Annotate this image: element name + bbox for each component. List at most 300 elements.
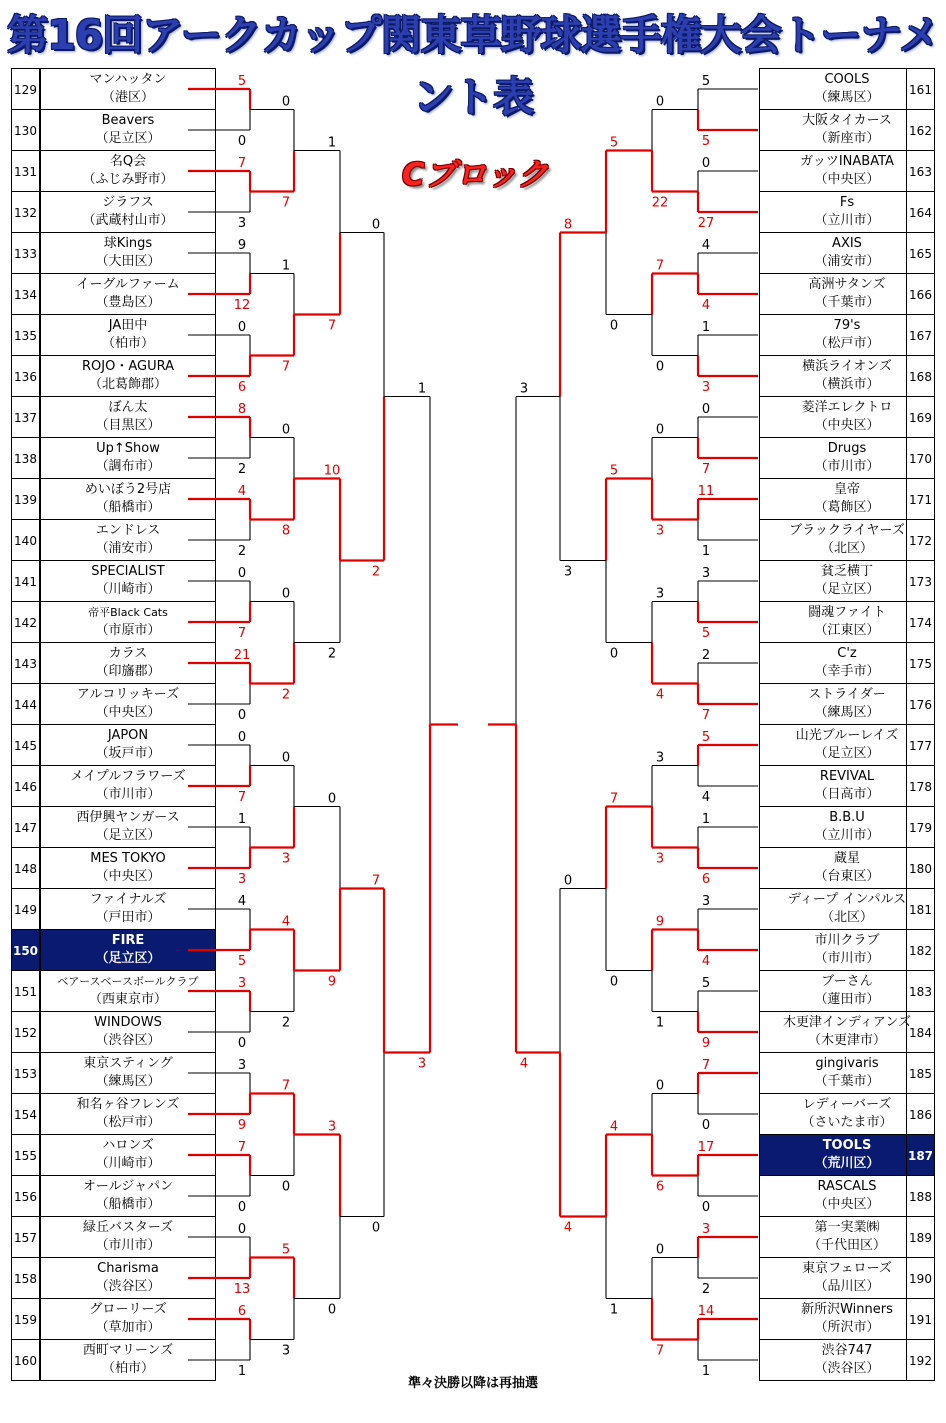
team-area: （中央区）	[95, 705, 161, 720]
score-label: 0	[655, 1078, 665, 1094]
team-area: （目黒区）	[95, 418, 161, 433]
score-label: 1	[701, 1364, 711, 1379]
score-label: 12	[233, 298, 251, 313]
team-area: （坂戸市）	[95, 746, 161, 761]
team-name: 帝平Black Cats	[88, 606, 168, 619]
score-label: 0	[701, 1200, 711, 1215]
score-label: 3	[701, 894, 711, 909]
right-seed-number: 180	[906, 847, 935, 889]
team-name: Fs	[839, 195, 855, 210]
score-label: 9	[327, 974, 337, 990]
team-name: ガッツINABATA	[800, 154, 894, 169]
left-seed-number: 141	[11, 560, 40, 602]
team-area: （市原市）	[95, 623, 161, 638]
right-seed-number: 191	[906, 1298, 935, 1340]
team-area: （千葉市）	[814, 1074, 880, 1089]
score-label: 0	[237, 708, 247, 723]
score-label: 1	[655, 1015, 665, 1031]
score-label: 2	[327, 646, 337, 662]
left-seed-number: 158	[11, 1257, 40, 1299]
right-seed-number: 188	[906, 1175, 935, 1217]
score-label: 1	[417, 381, 427, 397]
right-seed-number: 189	[906, 1216, 935, 1258]
team-area: （北区）	[820, 541, 873, 556]
block-label: Cブロック	[401, 157, 549, 193]
team-name: グローリーズ	[89, 1302, 167, 1317]
score-label: 0	[371, 217, 381, 233]
score-label: 0	[609, 646, 619, 662]
score-label: 0	[701, 156, 711, 171]
score-label: 4	[701, 238, 711, 253]
left-seed-number: 150	[11, 929, 40, 971]
left-seed-number: 134	[11, 273, 40, 315]
team-area: （新座市）	[814, 131, 880, 146]
right-seed-number: 169	[906, 396, 935, 438]
left-seed-number: 145	[11, 724, 40, 766]
team-name: 第一実業㈱	[814, 1220, 880, 1235]
team-area: （調布市）	[95, 459, 161, 474]
team-name: イーグルファーム	[76, 277, 180, 292]
team-name: 新所沢Winners	[801, 1302, 893, 1317]
team-name: ファイナルズ	[89, 892, 167, 907]
left-seed-number: 140	[11, 519, 40, 561]
left-seed-number: 138	[11, 437, 40, 479]
score-label: 1	[327, 135, 337, 151]
score-label: 0	[281, 422, 291, 438]
right-seed-number: 178	[906, 765, 935, 807]
team-area: （千葉市）	[814, 295, 880, 310]
team-area: （豊島区）	[95, 295, 161, 310]
left-seed-number: 155	[11, 1134, 40, 1176]
right-seed-number: 171	[906, 478, 935, 520]
team-area: （印旛郡）	[95, 664, 161, 679]
team-name: メイプルフラワーズ	[70, 769, 186, 784]
team-name: エンドレス	[95, 523, 161, 538]
team-name: 渋谷747	[821, 1343, 873, 1358]
score-label: 0	[281, 94, 291, 110]
left-seed-number: 136	[11, 355, 40, 397]
team-name: マンハッタン	[89, 72, 167, 87]
score-label: 4	[701, 298, 711, 313]
team-name: レディーバーズ	[802, 1097, 892, 1112]
score-label: 0	[237, 1036, 247, 1051]
left-seed-number: 129	[11, 68, 40, 110]
score-label: 5	[237, 954, 247, 969]
team-name: ブーさん	[821, 974, 873, 989]
team-area: （台東区）	[814, 869, 880, 884]
left-seed-number: 153	[11, 1052, 40, 1094]
score-label: 7	[701, 708, 711, 723]
team-area: （練馬区）	[814, 705, 880, 720]
score-label: 0	[655, 422, 665, 438]
team-area: （柏市）	[101, 336, 154, 351]
score-label: 4	[519, 1056, 529, 1072]
score-label: 0	[327, 1302, 337, 1318]
team-name: FIRE	[111, 933, 145, 948]
score-label: 4	[655, 687, 665, 703]
team-area: （立川市）	[814, 828, 880, 843]
team-name: 東京フェローズ	[802, 1261, 892, 1276]
right-seed-number: 176	[906, 683, 935, 725]
team-area: （市川市）	[95, 787, 161, 802]
team-name: Beavers	[101, 113, 155, 128]
score-label: 0	[609, 974, 619, 990]
score-label: 1	[609, 1302, 619, 1318]
score-label: 4	[563, 1220, 573, 1236]
team-name: RASCALS	[817, 1179, 877, 1194]
score-label: 7	[701, 462, 711, 477]
team-name: MES TOKYO	[90, 851, 166, 866]
left-seed-number: 135	[11, 314, 40, 356]
team-area: （中央区）	[814, 172, 880, 187]
team-area: （立川市）	[814, 213, 880, 228]
score-label: 8	[563, 217, 573, 233]
left-seed-number: 159	[11, 1298, 40, 1340]
team-name: TOOLS	[822, 1138, 872, 1153]
team-area: （葛飾区）	[814, 500, 880, 515]
right-seed-number: 186	[906, 1093, 935, 1135]
team-name: 79's	[833, 318, 861, 333]
team-name: アルコリッキーズ	[76, 687, 180, 702]
score-label: 6	[701, 872, 711, 887]
right-seed-number: 165	[906, 232, 935, 274]
team-area: （草加市）	[95, 1320, 161, 1335]
team-name: 貧乏横丁	[820, 564, 873, 579]
team-name: ベアースベースボールクラブ	[57, 975, 199, 988]
score-label: 11	[697, 484, 715, 499]
left-seed-number: 160	[11, 1339, 40, 1381]
score-label: 1	[701, 544, 711, 559]
score-label: 0	[237, 134, 247, 149]
team-area: （浦安市）	[814, 254, 880, 269]
team-area: （さいたま市）	[801, 1115, 893, 1130]
left-seed-number: 152	[11, 1011, 40, 1053]
score-label: 0	[701, 402, 711, 417]
score-label: 5	[701, 976, 711, 991]
right-seed-number: 161	[906, 68, 935, 110]
score-label: 3	[237, 216, 247, 231]
left-seed-number: 130	[11, 109, 40, 151]
score-label: 0	[237, 566, 247, 581]
score-label: 3	[701, 566, 711, 581]
score-label: 7	[655, 1343, 665, 1359]
team-name: AXIS	[832, 236, 862, 251]
team-name: 蔵星	[833, 851, 860, 866]
team-area: （千代田区）	[807, 1238, 886, 1253]
left-seed-number: 156	[11, 1175, 40, 1217]
score-label: 2	[701, 648, 711, 663]
score-label: 8	[237, 402, 247, 417]
score-label: 4	[609, 1119, 619, 1135]
team-name: B.B.U	[829, 810, 865, 825]
score-label: 5	[237, 74, 247, 89]
score-label: 7	[237, 790, 247, 805]
team-area: （船橋市）	[95, 1197, 161, 1212]
team-name: 山光ブルーレイズ	[795, 728, 899, 743]
score-label: 7	[237, 1140, 247, 1155]
team-name: JA田中	[108, 318, 148, 333]
team-area: （足立区）	[95, 131, 161, 146]
score-label: 5	[701, 134, 711, 149]
score-label: 4	[701, 954, 711, 969]
team-name: ジラフス	[102, 195, 154, 210]
team-area: （武蔵村山市）	[82, 213, 174, 228]
team-name: WINDOWS	[94, 1015, 162, 1030]
team-name: COOLS	[824, 72, 870, 87]
score-label: 14	[697, 1304, 715, 1319]
score-label: 6	[655, 1179, 665, 1195]
team-name: ぼん太	[108, 400, 148, 415]
score-label: 0	[655, 94, 665, 110]
team-area: （戸田市）	[95, 910, 161, 925]
right-seed-number: 175	[906, 642, 935, 684]
right-seed-number: 173	[906, 560, 935, 602]
score-label: 21	[233, 648, 251, 663]
score-label: 0	[237, 1200, 247, 1215]
team-area: （市川市）	[814, 459, 880, 474]
team-area: （松戸市）	[814, 336, 880, 351]
team-name: SPECIALIST	[91, 564, 165, 579]
team-area: （渋谷区）	[814, 1361, 880, 1376]
score-label: 7	[327, 318, 337, 334]
team-area: （江東区）	[814, 623, 880, 638]
left-seed-number: 157	[11, 1216, 40, 1258]
team-area: （足立区）	[95, 828, 161, 843]
score-label: 0	[237, 730, 247, 745]
score-label: 7	[237, 626, 247, 641]
score-label: 5	[281, 1242, 291, 1258]
team-name: ブラックライヤーズ	[789, 523, 905, 538]
score-label: 13	[233, 1282, 251, 1297]
team-name: Up↑Show	[96, 441, 160, 456]
right-seed-number: 185	[906, 1052, 935, 1094]
score-label: 9	[701, 1036, 711, 1051]
right-seed-number: 192	[906, 1339, 935, 1381]
score-label: 0	[371, 1220, 381, 1236]
score-label: 3	[237, 872, 247, 887]
team-name: カラス	[108, 646, 148, 661]
score-label: 2	[281, 1015, 291, 1031]
left-seed-number: 154	[11, 1093, 40, 1135]
score-label: 6	[237, 1304, 247, 1319]
score-label: 1	[701, 320, 711, 335]
score-label: 1	[701, 812, 711, 827]
team-area: （足立区）	[95, 951, 161, 966]
score-label: 9	[237, 1118, 247, 1133]
score-label: 10	[323, 463, 341, 479]
right-seed-number: 163	[906, 150, 935, 192]
team-name: ROJO・AGURA	[82, 359, 174, 374]
score-label: 4	[237, 894, 247, 909]
team-area: （柏市）	[101, 1361, 154, 1376]
right-seed-number: 174	[906, 601, 935, 643]
team-area: （川崎市）	[95, 582, 161, 597]
score-label: 3	[237, 976, 247, 991]
redraw-note: 準々決勝以降は再抽選	[407, 1376, 538, 1391]
score-label: 3	[327, 1119, 337, 1135]
score-label: 3	[417, 1056, 427, 1072]
right-seed-number: 183	[906, 970, 935, 1012]
team-name: ディープ インパルス	[787, 892, 907, 907]
score-label: 2	[701, 1282, 711, 1297]
score-label: 7	[237, 156, 247, 171]
score-label: 0	[655, 359, 665, 375]
score-label: 3	[237, 1058, 247, 1073]
score-label: 4	[281, 914, 291, 930]
score-label: 3	[655, 750, 665, 766]
score-label: 0	[237, 320, 247, 335]
team-area: （練馬区）	[814, 90, 880, 105]
score-label: 7	[371, 873, 381, 889]
score-label: 3	[281, 851, 291, 867]
team-name: ストライダー	[808, 687, 886, 702]
score-label: 3	[701, 380, 711, 395]
team-area: （木更津市）	[807, 1033, 886, 1048]
score-label: 5	[701, 626, 711, 641]
score-label: 4	[237, 484, 247, 499]
team-name: gingivaris	[815, 1056, 879, 1071]
score-label: 0	[609, 318, 619, 334]
score-label: 7	[281, 359, 291, 375]
page-title: 第16回アークカップ関東草野球選手権大会トーナメント表	[7, 11, 939, 121]
score-label: 4	[701, 790, 711, 805]
left-seed-number: 143	[11, 642, 40, 684]
score-label: 5	[701, 730, 711, 745]
score-label: 1	[281, 258, 291, 274]
team-area: （練馬区）	[95, 1074, 161, 1089]
team-area: （所沢市）	[814, 1320, 880, 1335]
team-area: （品川区）	[814, 1279, 880, 1294]
score-label: 17	[697, 1140, 715, 1155]
score-label: 3	[655, 523, 665, 539]
score-label: 0	[563, 873, 573, 889]
team-name: 西伊興ヤンガース	[76, 810, 180, 825]
right-seed-number: 177	[906, 724, 935, 766]
right-seed-number: 170	[906, 437, 935, 479]
team-name: ハロンズ	[102, 1138, 154, 1153]
team-area: （松戸市）	[95, 1115, 161, 1130]
score-label: 5	[609, 135, 619, 151]
right-seed-number: 190	[906, 1257, 935, 1299]
team-name: Charisma	[97, 1261, 159, 1276]
team-area: （市川市）	[814, 951, 880, 966]
team-area: （荒川区）	[814, 1156, 880, 1171]
right-seed-number: 162	[906, 109, 935, 151]
score-label: 0	[237, 1222, 247, 1237]
team-area: （渋谷区）	[95, 1279, 161, 1294]
score-label: 0	[701, 1118, 711, 1133]
score-label: 0	[281, 750, 291, 766]
score-label: 7	[609, 791, 619, 807]
score-label: 6	[237, 380, 247, 395]
score-label: 3	[655, 851, 665, 867]
team-name: C'z	[837, 646, 857, 661]
team-area: （船橋市）	[95, 500, 161, 515]
score-label: 3	[655, 586, 665, 602]
team-name: 西町マリーンズ	[82, 1343, 174, 1358]
team-name: 闘魂ファイト	[808, 605, 886, 620]
score-label: 0	[281, 586, 291, 602]
left-seed-number: 133	[11, 232, 40, 274]
score-label: 3	[701, 1222, 711, 1237]
team-area: （北区）	[820, 910, 873, 925]
score-label: 7	[281, 1078, 291, 1094]
right-seed-number: 179	[906, 806, 935, 848]
team-area: （日高市）	[814, 787, 880, 802]
team-name: REVIVAL	[819, 769, 875, 784]
team-name: 高洲サタンズ	[808, 277, 886, 292]
team-area: （蓮田市）	[814, 992, 880, 1007]
right-seed-number: 187	[906, 1134, 935, 1176]
left-seed-number: 146	[11, 765, 40, 807]
team-area: （中央区）	[814, 418, 880, 433]
score-label: 0	[327, 791, 337, 807]
team-area: （中央区）	[95, 869, 161, 884]
team-area: （横浜市）	[814, 377, 880, 392]
score-label: 5	[609, 463, 619, 479]
score-label: 3	[519, 381, 529, 397]
left-seed-number: 144	[11, 683, 40, 725]
score-label: 1	[237, 1364, 247, 1379]
team-name: 東京スティング	[83, 1056, 173, 1071]
team-name: 緑丘バスターズ	[82, 1220, 174, 1235]
left-seed-number: 148	[11, 847, 40, 889]
left-seed-number: 142	[11, 601, 40, 643]
team-name: 木更津インディアンズ	[782, 1015, 912, 1030]
score-label: 9	[237, 238, 247, 253]
team-name: めいぼう2号店	[84, 482, 172, 497]
right-seed-number: 168	[906, 355, 935, 397]
team-name: 名Q会	[109, 154, 147, 169]
right-seed-number: 181	[906, 888, 935, 930]
right-seed-number: 164	[906, 191, 935, 233]
score-label: 2	[371, 564, 381, 580]
left-seed-number: 132	[11, 191, 40, 233]
team-area: （市川市）	[95, 1238, 161, 1253]
score-label: 2	[281, 687, 291, 703]
team-area: （ふじみ野市）	[82, 172, 174, 187]
score-label: 27	[697, 216, 715, 231]
score-label: 7	[281, 195, 291, 211]
score-label: 22	[651, 195, 669, 211]
left-seed-number: 137	[11, 396, 40, 438]
team-name: 和名ヶ谷フレンズ	[76, 1097, 180, 1112]
team-area: （北葛飾郡）	[88, 377, 167, 392]
team-name: 市川クラブ	[814, 933, 880, 948]
team-area: （幸手市）	[814, 664, 880, 679]
team-name: 球Kings	[103, 236, 153, 251]
score-label: 2	[237, 544, 247, 559]
team-area: （足立区）	[814, 582, 880, 597]
team-name: 横浜ライオンズ	[802, 359, 892, 374]
team-name: オールジャパン	[82, 1179, 174, 1194]
team-area: （西東京市）	[88, 992, 167, 1007]
team-area: （足立区）	[814, 746, 880, 761]
left-seed-number: 151	[11, 970, 40, 1012]
team-area: （港区）	[101, 90, 154, 105]
score-label: 1	[237, 812, 247, 827]
team-name: Drugs	[827, 441, 867, 456]
right-seed-number: 172	[906, 519, 935, 561]
score-label: 2	[237, 462, 247, 477]
score-label: 3	[281, 1343, 291, 1359]
team-area: （渋谷区）	[95, 1033, 161, 1048]
team-name: 大阪タイカース	[802, 113, 892, 128]
team-name: 皇帝	[833, 482, 860, 497]
score-label: 7	[655, 258, 665, 274]
score-label: 0	[281, 1179, 291, 1195]
team-name: JAPON	[107, 728, 149, 743]
